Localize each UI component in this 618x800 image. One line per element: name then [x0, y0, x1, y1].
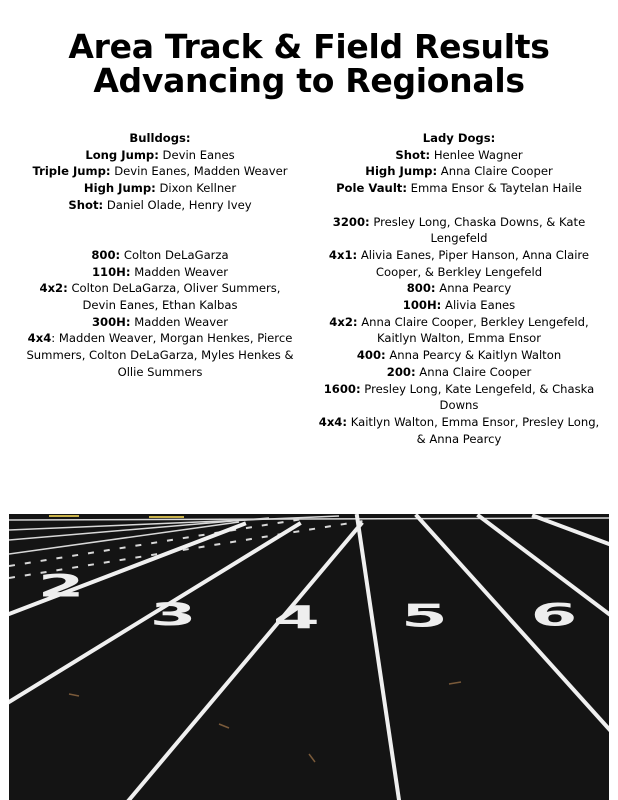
result-line: 4x1: Alivia Eanes, Piper Hanson, Anna Claire Cooper, & Berkley Lengefeld: [328, 247, 590, 279]
result-line: 4x2: Colton DeLaGarza, Oliver Summers, Devin Eanes, Ethan Kalbas: [39, 281, 281, 313]
result-line: 4x4: Kaitlyn Walton, Emma Ensor, Presley Long, & Anna Pearcy: [318, 414, 600, 446]
track-lanes-image: [9, 514, 609, 800]
result-line: 110H: Madden Weaver: [91, 264, 228, 279]
result-line: 3200: Presley Long, Chaska Downs, & Kate Lengefeld: [332, 214, 586, 246]
result-line: 200: Anna Claire Cooper: [386, 364, 532, 379]
result-line: 800: Anna Pearcy: [406, 281, 512, 296]
result-line: Long Jump: Devin Eanes: [85, 147, 235, 162]
result-line: 1600: Presley Long, Kate Lengefeld, & Chaska Downs: [323, 381, 595, 413]
title-line-1: Area Track & Field Results: [68, 27, 550, 66]
bulldogs-results: [22, 130, 298, 381]
result-line: Triple Jump: Devin Eanes, Madden Weaver: [32, 164, 288, 179]
result-line: High Jump: Anna Claire Cooper: [365, 164, 553, 179]
result-line: 4x2: Anna Claire Cooper, Berkley Lengefeld, Kaitlyn Walton, Emma Ensor: [329, 314, 589, 346]
lane-number-5: 5: [401, 597, 448, 635]
result-line: 300H: Madden Weaver: [91, 314, 228, 329]
page-title: [0, 27, 618, 100]
team-heading-bulldogs: Bulldogs:: [129, 131, 191, 145]
result-line: 100H: Alivia Eanes: [402, 298, 516, 313]
lady-dogs-results: [318, 130, 600, 447]
team-heading-lady-dogs: Lady Dogs:: [422, 131, 496, 145]
result-line: 4x4: Madden Weaver, Morgan Henkes, Pierce Summers, Colton DeLaGarza, Myles Henkes & Ollie Summers: [26, 331, 294, 379]
result-line: 800: Colton DeLaGarza: [91, 247, 229, 262]
result-line: High Jump: Dixon Kellner: [83, 181, 237, 196]
lane-number-4: 4: [273, 599, 320, 636]
result-line: Pole Vault: Emma Ensor & Taytelan Haile: [336, 181, 582, 196]
result-line: Shot: Daniel Olade, Henry Ivey: [68, 197, 252, 212]
result-line: 400: Anna Pearcy & Kaitlyn Walton: [356, 348, 562, 363]
title-line-2: Advancing to Regionals: [93, 61, 525, 100]
lane-number-6: 6: [530, 596, 578, 634]
lane-number-3: 3: [149, 596, 197, 633]
track-lanes-drawing: [9, 514, 609, 800]
lane-number-2: 2: [37, 567, 85, 605]
result-line: Shot: Henlee Wagner: [395, 147, 523, 162]
